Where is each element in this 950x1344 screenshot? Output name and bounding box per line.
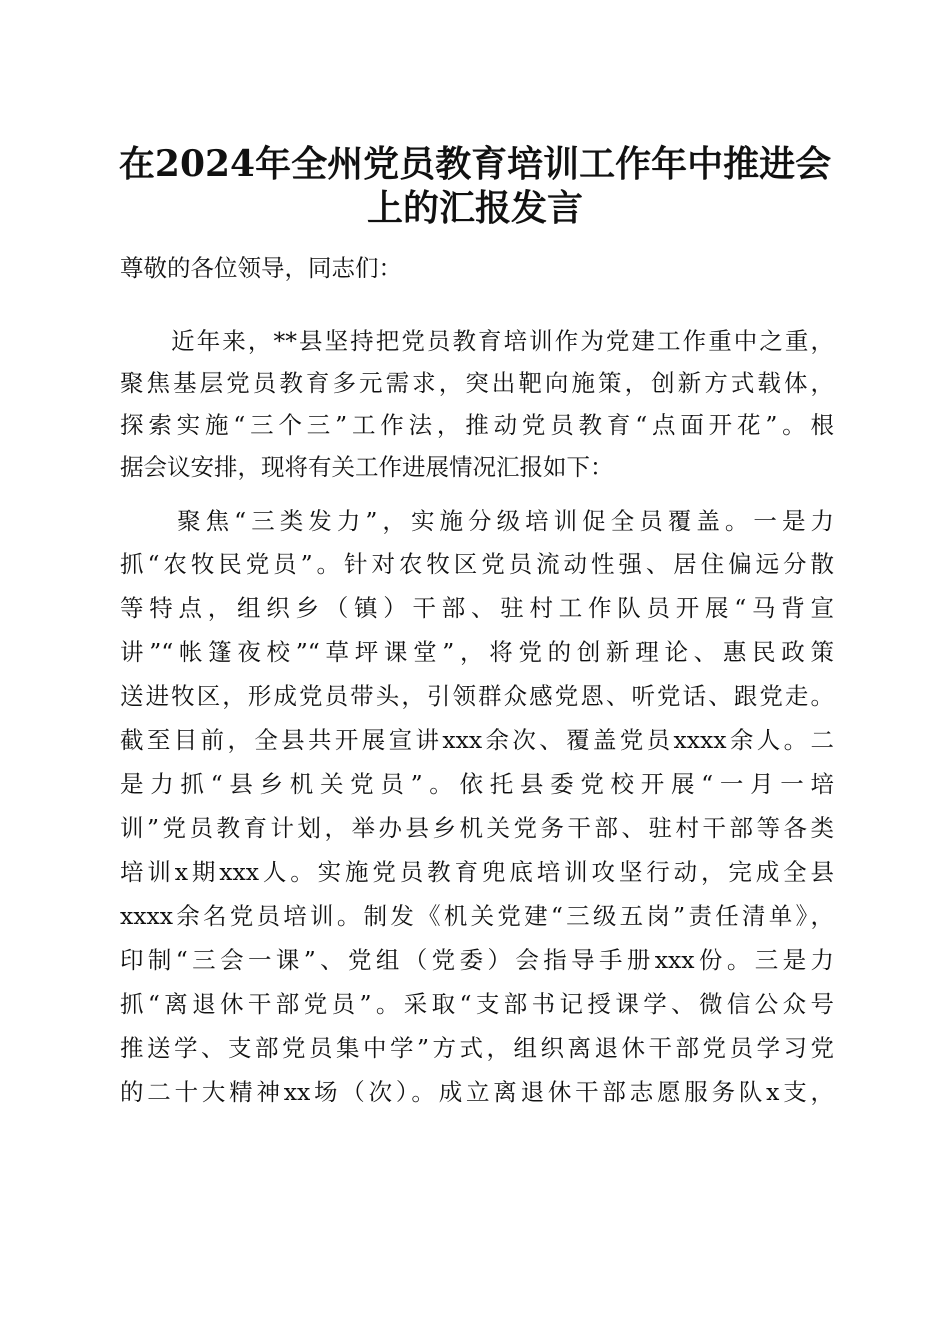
paragraph-2-line: xxxx余名党员培训。制发《机关党建“三级五岗”责任清单》， [120,902,834,930]
paragraph-2-line: 印制“三会一课”、党组（党委）会指导手册xxx份。三是力 [120,946,834,974]
paragraph-2-line: 的二十大精神xx场（次）。成立离退休干部志愿服务队x支， [120,1078,834,1106]
paragraph-1-line: 据会议安排，现将有关工作进展情况汇报如下： [120,453,614,481]
paragraph-2-line: 送进牧区，形成党员带头，引领群众感党恩、听党话、跟党走。 [120,682,834,710]
paragraph-2-line: 推送学、支部党员集中学”方式，组织离退休干部党员学习党 [120,1034,834,1062]
paragraph-2-line: 聚焦“三类发力”，实施分级培训促全员覆盖。一是力 [120,507,834,535]
paragraph-2-line: 截至目前，全县共开展宣讲xxx余次、覆盖党员xxxx余人。二 [120,726,834,754]
paragraph-2-line: 训”党员教育计划，举办县乡机关党务干部、驻村干部等各类 [120,814,834,842]
paragraph-2-line: 等特点，组织乡（镇）干部、驻村工作队员开展“马背宣 [120,594,834,622]
document-title-line-2: 上的汇报发言 [366,187,583,229]
paragraph-2-line: 抓“离退休干部党员”。采取“支部书记授课学、微信公众号 [120,990,834,1018]
document-title-line-1: 在2024年全州党员教育培训工作年中推进会 [118,143,832,185]
paragraph-2-line: 培训x期xxx人。实施党员教育兜底培训攻坚行动，完成全县 [120,858,834,886]
paragraph-2-line: 讲”“帐篷夜校”“草坪课堂”，将党的创新理论、惠民政策 [120,638,834,666]
paragraph-1-line: 探索实施“三个三”工作法，推动党员教育“点面开花”。根 [120,411,834,439]
salutation: 尊敬的各位领导，同志们： [120,254,402,282]
paragraph-2-line: 抓“农牧民党员”。针对农牧区党员流动性强、居住偏远分散 [120,550,834,578]
paragraph-1-line: 聚焦基层党员教育多元需求，突出靶向施策，创新方式载体， [120,369,834,397]
paragraph-1-line: 近年来，**县坚持把党员教育培训作为党建工作重中之重， [120,327,834,355]
paragraph-2-line: 是力抓“县乡机关党员”。依托县委党校开展“一月一培 [120,770,834,798]
